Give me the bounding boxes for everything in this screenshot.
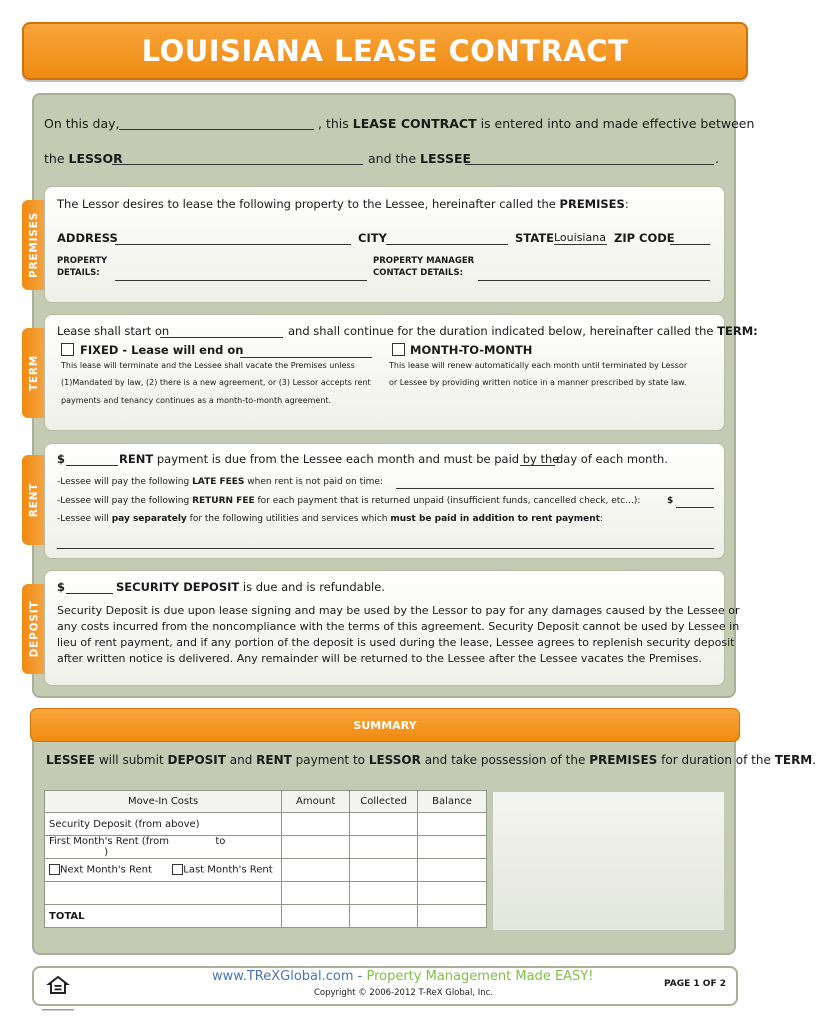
city-field[interactable]: [386, 244, 508, 245]
intro-this: , this: [318, 116, 349, 131]
cell-balance[interactable]: [418, 882, 487, 905]
fixed-desc-1: This lease will terminate and the Lessee shall vacate the Premises unless: [61, 361, 355, 370]
summary-notes-box[interactable]: [492, 791, 725, 931]
util-bold2: must be paid in addition to rent payment: [390, 514, 600, 524]
date-field[interactable]: [119, 129, 314, 130]
footer-dash: -: [353, 969, 367, 984]
col-balance: Balance: [418, 791, 487, 813]
term-continue: [288, 324, 758, 338]
sum-lessee: LESSEE: [46, 753, 95, 767]
summary-title: SUMMARY: [353, 718, 417, 732]
cell-blank[interactable]: [45, 882, 282, 905]
sum-for-duration: for duration of the: [661, 753, 771, 767]
cell-collected[interactable]: [350, 882, 418, 905]
deposit-sd-text: is due and is refundable.: [242, 580, 385, 594]
manager-label-1: PROPERTY MANAGER: [373, 256, 475, 266]
first-month-close: ): [104, 847, 109, 858]
util-mid: for the following utilities and services which: [189, 514, 388, 524]
intro-lessee: LESSEE: [420, 151, 472, 166]
utilities-field[interactable]: [57, 548, 714, 549]
row-total-label: TOTAL: [45, 905, 282, 928]
rent-due-text: payment is due from the Lessee each month and must be paid by the: [156, 452, 560, 466]
utilities-line: [57, 514, 603, 524]
footer-url-line: [212, 969, 593, 984]
start-date-field[interactable]: [160, 337, 283, 338]
tab-term: [22, 328, 46, 418]
sum-term: TERM: [774, 753, 813, 767]
tab-premises: [22, 200, 46, 290]
intro-lessor: LESSOR: [68, 151, 123, 166]
cell-balance[interactable]: [418, 813, 487, 836]
deposit-para-1: Security Deposit is due upon lease signing and may be used by the Lessor to pay for any damages caused by the Lessee or: [57, 604, 740, 617]
col-move-in-costs: Move-In Costs: [45, 791, 282, 813]
term-start-label: Lease shall start on: [57, 324, 170, 338]
late-bold: LATE FEES: [192, 477, 245, 487]
deposit-sd-word: SECURITY DEPOSIT: [116, 580, 240, 594]
sum-premises: PREMISES: [589, 753, 658, 767]
term-continue-text: and shall continue for the duration indicated below, hereinafter called the: [288, 324, 714, 338]
lessor-field[interactable]: [112, 164, 363, 165]
month-to-month-label: MONTH-TO-MONTH: [410, 343, 533, 357]
table-row: [45, 905, 487, 928]
late-fees-field[interactable]: [396, 488, 714, 489]
table-row: [45, 836, 487, 859]
fixed-label: FIXED - Lease will end on: [80, 343, 244, 357]
tab-deposit: [22, 584, 46, 674]
property-details-label-1: PROPERTY: [57, 256, 108, 266]
premises-word: PREMISES: [559, 197, 625, 211]
cell-amount[interactable]: [282, 905, 350, 928]
intro-period: .: [715, 151, 719, 166]
cell-balance[interactable]: [418, 905, 487, 928]
deposit-para-2: any costs incurred from the noncompliance with the terms of this agreement. Security Deposit cannot be used by Lessee in: [57, 620, 740, 633]
equal-housing-logo-text: [42, 997, 74, 1000]
table-row: [45, 859, 487, 882]
end-date-field[interactable]: [240, 357, 372, 358]
return-pre: -Lessee will pay the following: [57, 496, 190, 506]
intro-and-the: and the: [368, 151, 417, 166]
premises-colon: :: [624, 197, 629, 211]
rent-amount-field[interactable]: [66, 465, 118, 466]
summary-bar: [30, 708, 740, 742]
intro-effective: is entered into and made effective between: [480, 116, 755, 131]
cell-collected[interactable]: [350, 859, 418, 882]
cell-amount[interactable]: [282, 836, 350, 859]
intro-line-1: [44, 116, 119, 131]
cell-amount[interactable]: [282, 882, 350, 905]
util-post: :: [599, 514, 603, 524]
last-month-label: Last Month's Rent: [183, 864, 273, 876]
sum-lessor: LESSOR: [368, 753, 421, 767]
term-word: TERM:: [717, 324, 758, 338]
cell-amount[interactable]: [282, 813, 350, 836]
deposit-amount-field[interactable]: [66, 593, 113, 594]
state-label: STATE: [515, 231, 554, 245]
property-details-label-2: DETAILS:: [57, 268, 100, 278]
tab-term-label: TERM: [28, 354, 41, 392]
footer-url[interactable]: www.TReXGlobal.com: [212, 969, 354, 984]
first-month-from: First Month's Rent (from: [49, 836, 169, 847]
cell-balance[interactable]: [418, 859, 487, 882]
table-row: [45, 882, 487, 905]
manager-label-2: CONTACT DETAILS:: [373, 268, 463, 278]
cell-balance[interactable]: [418, 836, 487, 859]
move-in-costs-table: [44, 790, 487, 928]
footer: [32, 966, 738, 1006]
table-row: [45, 813, 487, 836]
manager-contact-field[interactable]: [478, 280, 710, 281]
fixed-checkbox[interactable]: [61, 343, 74, 356]
return-fee-field[interactable]: [676, 507, 714, 508]
eho-caption-icon: [42, 1008, 74, 1012]
mtm-desc-1: This lease will renew automatically each month until terminated by Lessor: [389, 361, 688, 370]
intro-line-2b: [368, 151, 471, 166]
equal-housing-icon: [48, 975, 68, 995]
summary-statement: [46, 753, 816, 767]
tab-premises-label: PREMISES: [28, 211, 41, 279]
return-dollar: $: [667, 496, 674, 506]
return-post: for each payment that is returned unpaid (insufficient funds, cancelled check, etc...):: [257, 496, 641, 506]
row-next-last-month: [45, 859, 282, 882]
address-label: ADDRESS: [57, 231, 118, 245]
deposit-line: [116, 580, 385, 594]
address-field[interactable]: [115, 244, 351, 245]
late-post: when rent is not paid on time:: [247, 477, 383, 487]
row-first-month-label: [45, 836, 282, 859]
deposit-para-4: after written notice is delivered. Any remainder will be returned to the Lessee after the Lessee vacates the Premises.: [57, 652, 702, 665]
next-month-checkbox[interactable]: [49, 864, 60, 875]
rent-day-text: day of each month.: [556, 452, 668, 466]
sum-submit: will submit: [98, 753, 164, 767]
intro-on-this-day: On this day,: [44, 116, 120, 131]
sum-payment-to: payment to: [295, 753, 365, 767]
return-bold: RETURN FEE: [192, 496, 255, 506]
footer-slogan: Property Management Made EASY!: [366, 969, 594, 984]
page-title: LOUISIANA LEASE CONTRACT: [141, 34, 629, 68]
intro-line-2: [44, 151, 123, 166]
page-number: PAGE 1 OF 2: [664, 979, 726, 989]
lessee-field[interactable]: [465, 164, 714, 165]
rent-dollar: $: [57, 452, 66, 466]
sum-and: and: [229, 753, 253, 767]
tab-deposit-label: DEPOSIT: [28, 600, 40, 658]
sum-take: and take possession of the: [424, 753, 586, 767]
sum-deposit: DEPOSIT: [167, 753, 226, 767]
cell-amount[interactable]: [282, 859, 350, 882]
sum-period: .: [812, 753, 816, 767]
rent-word: RENT: [119, 452, 154, 466]
city-label: CITY: [358, 231, 387, 245]
col-collected: Collected: [350, 791, 418, 813]
month-to-month-checkbox[interactable]: [392, 343, 405, 356]
col-amount: Amount: [282, 791, 350, 813]
premises-intro: [57, 197, 629, 211]
rent-due-line: [119, 452, 559, 466]
row-security-deposit-label: Security Deposit (from above): [45, 813, 282, 836]
late-pre: -Lessee will pay the following: [57, 477, 190, 487]
next-month-label: Next Month's Rent: [60, 864, 152, 876]
util-bold1: pay separately: [111, 514, 187, 524]
cell-collected[interactable]: [350, 836, 418, 859]
cell-collected[interactable]: [350, 905, 418, 928]
table-header-row: [45, 791, 487, 813]
deposit-dollar: $: [57, 580, 66, 594]
state-field[interactable]: Louisiana: [554, 231, 606, 244]
zip-field[interactable]: [670, 244, 710, 245]
premises-intro-text: The Lessor desires to lease the following property to the Lessee, hereinafter called the: [57, 197, 556, 211]
return-fee-line: [57, 496, 640, 506]
tab-rent-label: RENT: [28, 482, 41, 518]
mtm-desc-2: or Lessee by providing written notice in a manner prescribed by state law.: [389, 378, 687, 387]
late-fees-line: [57, 477, 383, 487]
last-month-checkbox[interactable]: [172, 864, 183, 875]
sum-rent: RENT: [256, 753, 292, 767]
intro-lease-contract: LEASE CONTRACT: [352, 116, 477, 131]
deposit-para-3: lieu of rent payment, and if any portion of the deposit is used during the lease, Lessee agrees to replenish security deposit: [57, 636, 735, 649]
footer-copyright: Copyright © 2006-2012 T-ReX Global, Inc.: [314, 988, 494, 998]
fixed-desc-3: payments and tenancy continues as a month-to-month agreement.: [61, 396, 332, 405]
fixed-desc-2: (1)Mandated by law, (2) there is a new agreement, or (3) Lessor accepts rent: [61, 378, 371, 387]
zip-label: ZIP CODE: [614, 231, 675, 245]
util-pre: -Lessee will: [57, 514, 109, 524]
first-month-to: to: [215, 836, 226, 847]
cell-collected[interactable]: [350, 813, 418, 836]
intro-the: the: [44, 151, 65, 166]
property-details-field[interactable]: [115, 280, 367, 281]
intro-line-1b: [318, 116, 754, 131]
rent-day-field[interactable]: [520, 465, 555, 466]
tab-rent: [22, 455, 46, 545]
title-bar: [22, 22, 748, 80]
